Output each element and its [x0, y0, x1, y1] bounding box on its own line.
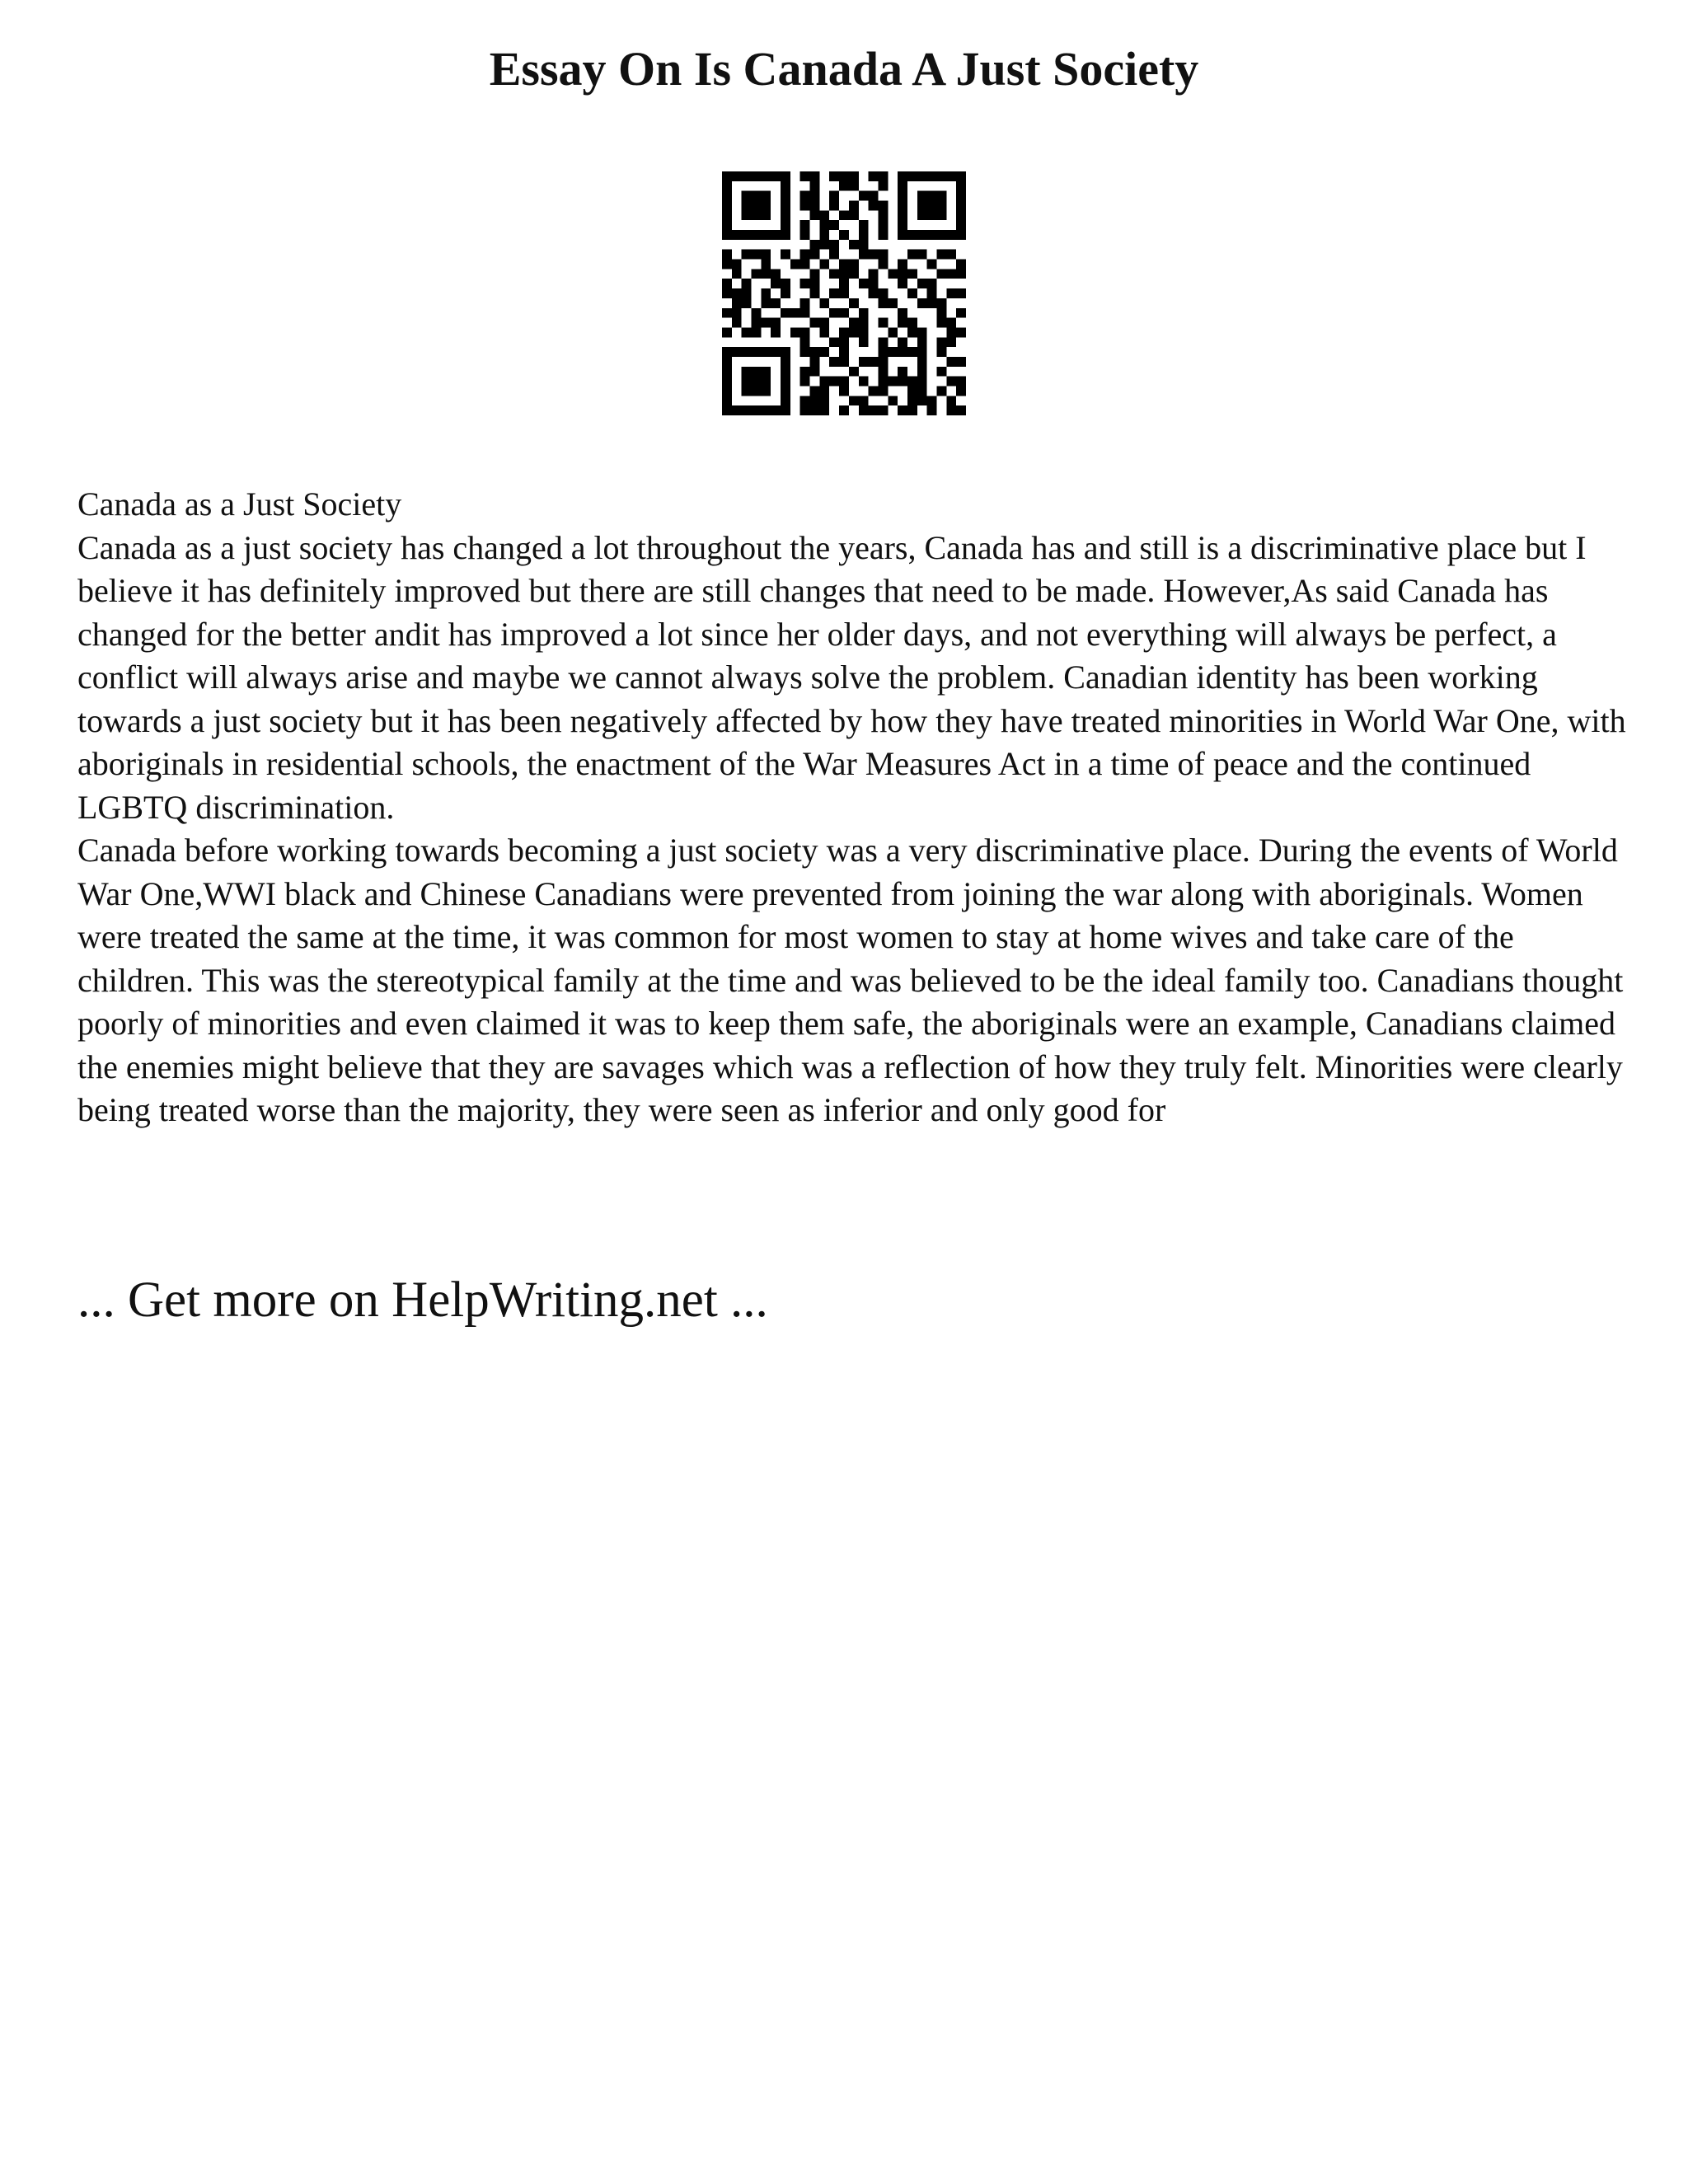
essay-subheading: Canada as a Just Society: [77, 485, 402, 523]
essay-paragraph: Canada before working towards becoming a just society was a very discriminative place. During the events of World War One,WWI black and Chinese Canadians were prevented from joining the war along with aboriginals. Women were treated the same at the time, it was common for most women to stay at home wives and take care of the children. This was the stereotypical family at the time and was believed to be the ideal family too. Canadians thought poorly of minorities and even claimed it was to keep them safe, the aboriginals were an example, Canadians claimed the enemies might believe that they are savages which was a reflection of how they truly felt. Minorities were clearly being treated worse than the majority, they were seen as inferior and only good for: [77, 832, 1624, 1128]
document-title: Essay On Is Canada A Just Society: [489, 42, 1199, 96]
qr-code[interactable]: [722, 171, 966, 415]
qr-code-graphic: [722, 171, 966, 415]
essay-paragraph: Canada as a just society has changed a lot throughout the years, Canada has and still is a discriminative place but I believe it has definitely improved but there are still changes that need to be made. However,As said Canada has changed for the better andit has improved a lot since her older days, and not everything will always be perfect, a conflict will always arise and maybe we cannot always solve the problem. Canadian identity has been working towards a just society but it has been negatively affected by how they have treated minorities in World War One, with aboriginals in residential schools, the enactment of the War Measures Act in a time of peace and the continued LGBTQ discrimination.: [77, 528, 1626, 826]
essay-body: [77, 483, 1627, 1132]
get-more-link[interactable]: ... Get more on HelpWriting.net ...: [77, 1272, 768, 1328]
